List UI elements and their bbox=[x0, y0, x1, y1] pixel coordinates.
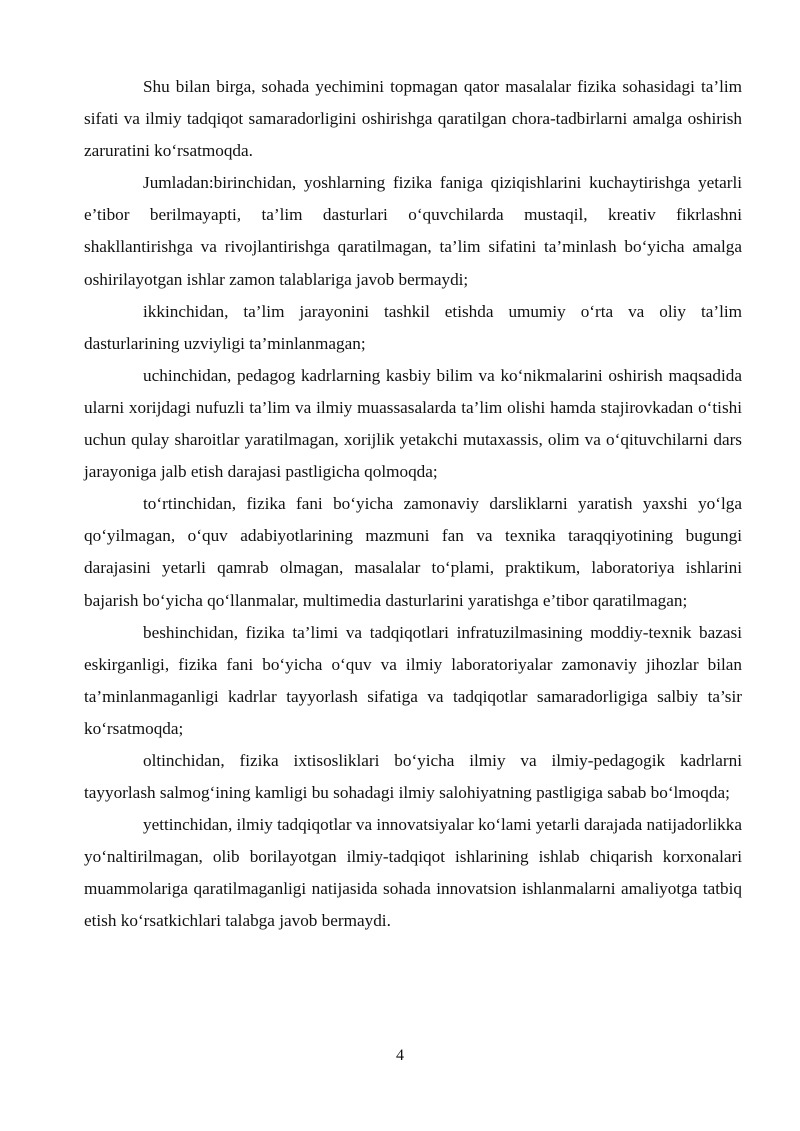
paragraph-intro: Shu bilan birga, sohada yechimini topmagan qator masalalar fizika sohasidagi ta’lim sifati va ilmiy tadqiqot samaradorligini oshirishga qaratilgan chora-tadbirlarni amalga oshirish zaruratini ko‘rsatmoqda. bbox=[84, 77, 742, 161]
page-number: 4 bbox=[396, 1047, 404, 1064]
paragraph-seventh: yettinchidan, ilmiy tadqiqotlar va innovatsiyalar ko‘lami yetarli darajada natijadorlikka yo‘naltirilmagan, olib borilayotgan ilmiy-tadqiqot ishlarining ishlab chiqarish korxonalari muammolariga qaratilmaganligi natijasida sohada innovatsion ishlanmalarni amaliyotga tatbiq etish ko‘rsatkichlari talabga javob bermaydi. bbox=[84, 815, 742, 931]
paragraph-fourth: to‘rtinchidan, fizika fani bo‘yicha zamonaviy darsliklarni yaratish yaxshi yo‘lga qo‘yilmagan, o‘quv adabiyotlarining mazmuni fan va texnika taraqqiyotining bugungi darajasini yetarli qamrab olmagan, masalalar to‘plami, praktikum, laboratoriya ishlarini bajarish bo‘yicha qo‘llanmalar, multimedia dasturlarini yaratishga e’tibor qaratilmagan; bbox=[84, 494, 742, 610]
paragraph-second: ikkinchidan, ta’lim jarayonini tashkil etishda umumiy o‘rta va oliy ta’lim dasturlarining uzviyligi ta’minlanmagan; bbox=[84, 301, 742, 353]
paragraph-third: uchinchidan, pedagog kadrlarning kasbiy bilim va ko‘nikmalarini oshirish maqsadida ularni xorijdagi nufuzli ta’lim va ilmiy muassasalarda ta’lim olishi hamda stajirovkadan o‘tishi uchun qulay sharoitlar yaratilmagan, xorijlik yetakchi mutaxassis, olim va o‘qituvchilarni dars jarayoniga jalb etish darajasi pastligicha qolmoqda; bbox=[84, 365, 742, 482]
document-body bbox=[84, 71, 742, 938]
paragraph-fifth: beshinchidan, fizika ta’limi va tadqiqotlari infratuzilmasining moddiy-texnik bazasi eskirganligi, fizika fani bo‘yicha o‘quv va ilmiy laboratoriyalar zamonaviy jihozlar bilan ta’minlanmaganligi kadrlar tayyorlash sifatiga va tadqiqotlar samaradorligiga salbiy ta’sir ko‘rsatmoqda; bbox=[84, 622, 742, 738]
paragraph-sixth: oltinchidan, fizika ixtisosliklari bo‘yicha ilmiy va ilmiy-pedagogik kadrlarni tayyorlash salmog‘ining kamligi bu sohadagi ilmiy salohiyatning pastligiga sabab bo‘lmoqda; bbox=[84, 750, 742, 803]
paragraph-first: Jumladan:birinchidan, yoshlarning fizika faniga qiziqishlarini kuchaytirishga yetarli e’tibor berilmayapti, ta’lim dasturlari o‘quvchilarda mustaqil, kreativ fikrlashni shakllantirishga va rivojlantirishga qaratilmagan, ta’lim sifatini ta’minlash bo‘yicha amalga oshirilayotgan ishlar zamon talablariga javob bermaydi; bbox=[84, 173, 742, 289]
